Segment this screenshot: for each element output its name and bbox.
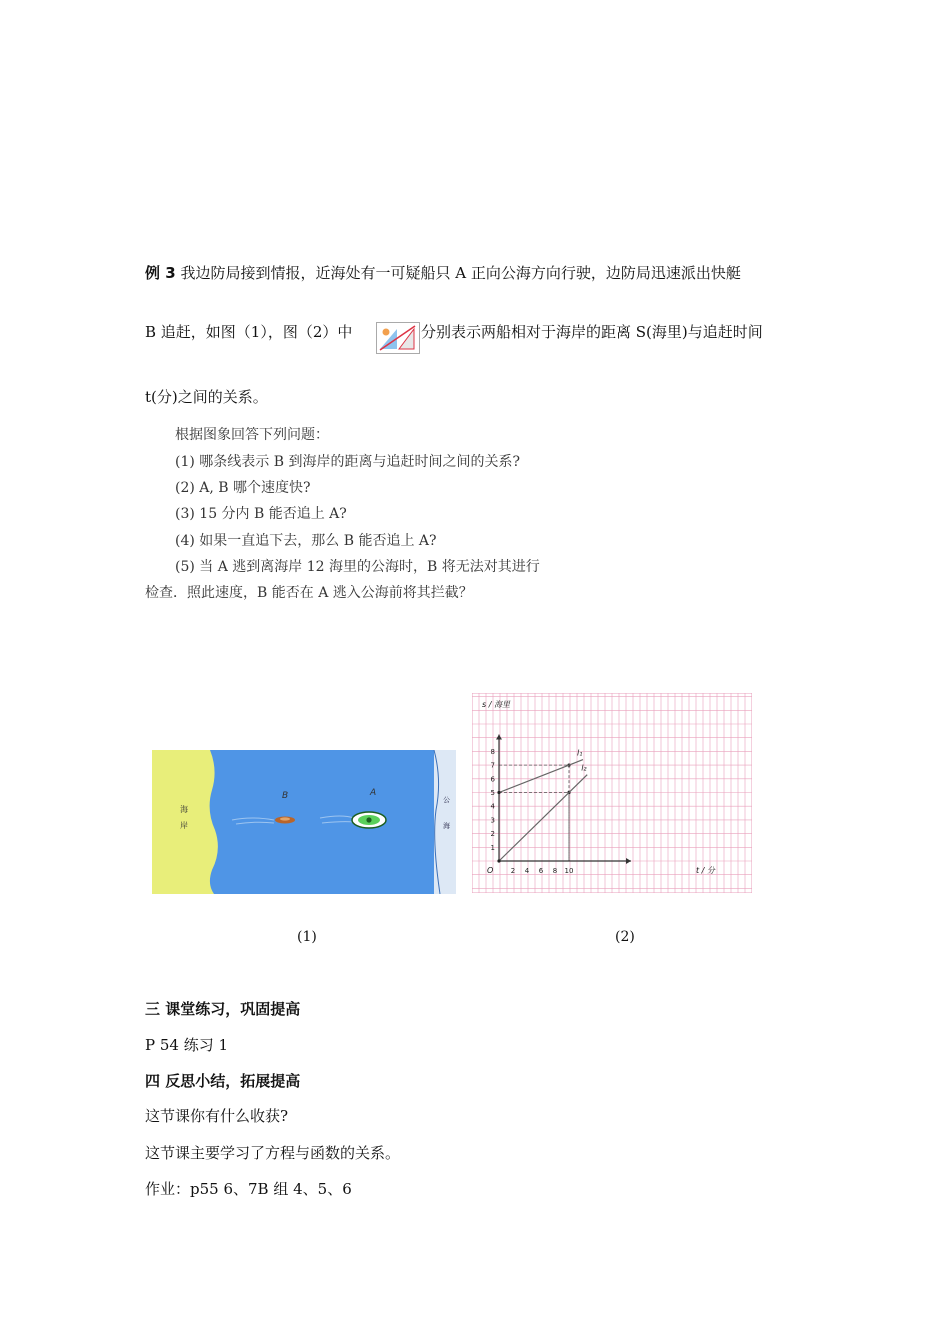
question-5b: 检查．照此速度，B 能否在 A 逃入公海前将其拦截？ <box>145 585 473 601</box>
y-tick-label: 7 <box>490 761 495 770</box>
chart-x-axis-label: t / 分 <box>696 866 715 875</box>
x-tick-label: 10 <box>564 867 574 875</box>
example-text-1: 我边防局接到情报，近海处有一可疑船只 A 正向公海方向行驶，边防局迅速派出快艇 <box>180 264 741 282</box>
question-5a: (5) 当 A 逃到离海岸 12 海里的公海时，B 将无法对其进行 <box>175 559 540 575</box>
questions-intro: 根据图象回答下列问题： <box>175 427 329 443</box>
example-line-2b: 分别表示两船相对于海岸的距离 S(海里)与追赶时间 <box>421 323 763 341</box>
x-tick-label: 2 <box>510 867 516 875</box>
shore-label-2: 岸 <box>180 821 188 830</box>
boat-b-label: B <box>282 791 289 801</box>
boat-b <box>275 817 295 824</box>
chart-grid <box>472 693 752 893</box>
chart-origin-label: O <box>487 866 494 875</box>
y-tick-label: 3 <box>490 816 495 825</box>
question-2: (2) A, B 哪个速度快? <box>175 480 311 496</box>
section-4-summary: 这节课主要学习了方程与函数的关系。 <box>145 1144 401 1162</box>
y-tick-label: 1 <box>490 843 495 852</box>
figure-2-caption: (2) <box>615 929 635 945</box>
y-tick-label: 8 <box>490 747 495 756</box>
y-tick-label: 2 <box>490 830 495 839</box>
figure-1-illustration <box>152 750 456 894</box>
broken-image-icon <box>376 322 420 354</box>
sea-label-1: 公 <box>443 796 450 804</box>
section-4-title: 四 反思小结，拓展提高 <box>145 1072 301 1090</box>
section-3-text: P 54 练习 1 <box>145 1036 229 1054</box>
example-line-3: t(分)之间的关系。 <box>145 388 268 406</box>
section-4-question: 这节课你有什么收获? <box>145 1107 289 1125</box>
x-tick-label: 8 <box>552 867 558 875</box>
question-3: (3) 15 分内 B 能否追上 A? <box>175 506 347 522</box>
y-tick-label: 6 <box>490 775 495 784</box>
question-4: (4) 如果一直追下去，那么 B 能否追上 A? <box>175 533 437 549</box>
section-4-homework: 作业：p55 6、7B 组 4、5、6 <box>145 1180 352 1198</box>
example-line-2a: B 追赶，如图（1），图（2）中 <box>145 323 353 341</box>
figure-1-caption: (1) <box>297 929 317 945</box>
series-start-point <box>497 791 500 794</box>
sea-label-2: 海 <box>443 822 450 830</box>
series-start-point <box>497 859 500 862</box>
example-line-1 <box>145 262 741 283</box>
shore-label-1: 海 <box>180 805 188 814</box>
question-1: (1) 哪条线表示 B 到海岸的距离与追赶时间之间的关系? <box>175 454 520 470</box>
y-tick-label: 5 <box>490 789 495 797</box>
x-tick-label: 6 <box>538 867 544 875</box>
example-label: 例 3 <box>145 264 176 282</box>
chart-y-axis-label: s / 海里 <box>482 700 510 709</box>
x-tick-label: 4 <box>524 867 530 875</box>
figure-2-chart <box>472 693 752 893</box>
section-3-title: 三 课堂练习，巩固提高 <box>145 1000 301 1018</box>
boat-a-label: A <box>370 788 377 798</box>
series-label-2: l₂ <box>581 763 587 773</box>
series-label-1: l₁ <box>577 748 583 758</box>
y-tick-label: 4 <box>490 802 495 811</box>
boat-a <box>352 812 386 828</box>
